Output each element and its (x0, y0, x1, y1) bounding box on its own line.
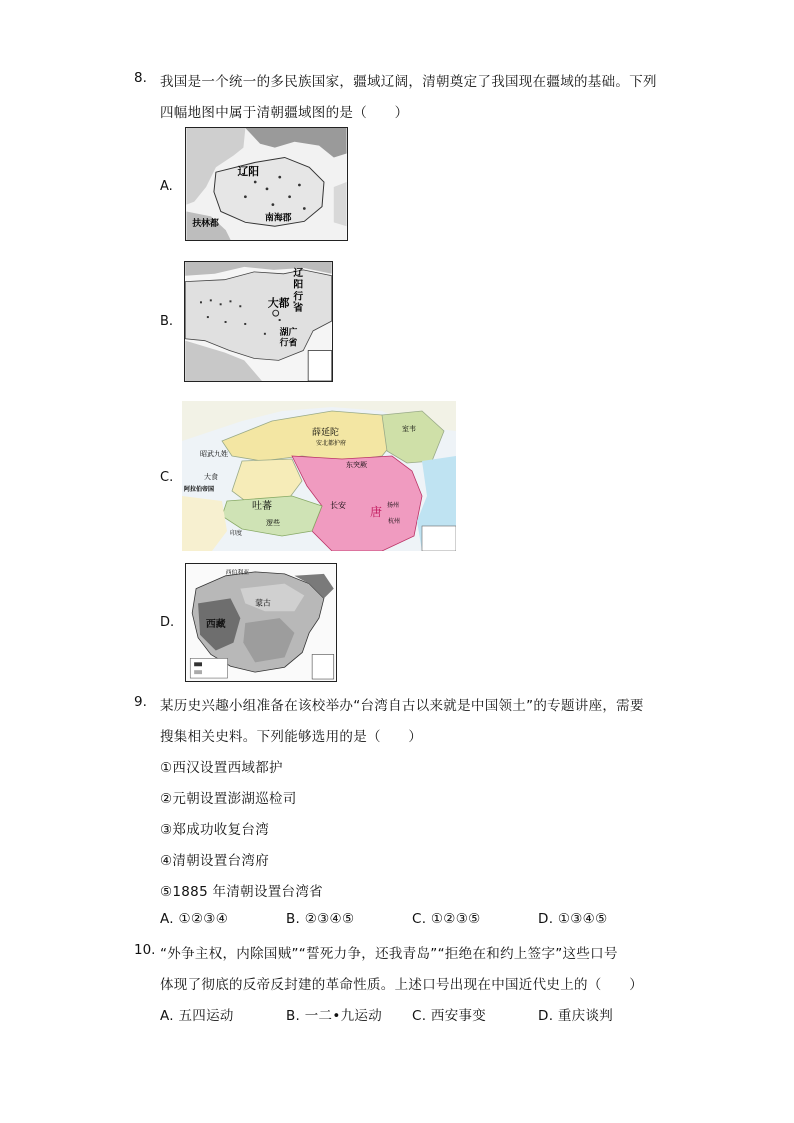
map-c-label-10: 室韦 (402, 425, 416, 433)
question-9-item-1: ①西汉设置西域都护 (160, 760, 283, 776)
map-c-label-6: 逻些 (266, 519, 280, 527)
map-a-han-dynasty[interactable] (185, 127, 348, 241)
map-c-svg (182, 401, 456, 551)
map-c-label-12: 印度 (230, 530, 243, 537)
map-a-label-2: 扶林都 (192, 219, 219, 230)
map-c-label-4: 大食 (204, 473, 218, 481)
map-c-label-3: 昭武九姓 (200, 450, 228, 458)
map-b-yuan-dynasty[interactable] (184, 261, 333, 382)
question-9-item-2: ②元朝设置澎湖巡检司 (160, 791, 297, 807)
map-b-label-3: 湖广行省 (279, 327, 298, 349)
question-10-stem-line2: 体现了彻底的反帝反封建的革命性质。上述口号出现在中国近代史上的（ ） (160, 977, 643, 993)
map-c-label-5: 吐蕃 (252, 501, 272, 512)
question-10-choice-a[interactable]: A. 五四运动 (160, 1008, 234, 1024)
map-c-label-9: 东突厥 (346, 461, 367, 469)
option-d-label[interactable]: D. (160, 615, 175, 630)
question-9-stem-line2: 搜集相关史料。下列能够选用的是（ ） (160, 729, 423, 745)
question-9-choice-c[interactable]: C. ①②③⑤ (412, 911, 481, 927)
map-a-label-3: 南海郡 (265, 213, 292, 224)
question-9-item-4: ④清朝设置台湾府 (160, 853, 270, 869)
map-d-label-2: 蒙古 (255, 598, 271, 608)
map-c-label-13: 扬州 (387, 502, 400, 509)
question-8-stem-line2: 四幅地图中属于清朝疆域图的是（ ） (160, 105, 409, 121)
question-8-stem-line1: 我国是一个统一的多民族国家，疆域辽阔，清朝奠定了我国现在疆域的基础。下列 (160, 74, 657, 90)
map-c-label-2: 安北都护府 (316, 440, 347, 447)
map-d-label-1: 西伯利亚 (225, 569, 250, 576)
option-a-label[interactable]: A. (160, 179, 173, 194)
map-a-svg (186, 128, 347, 240)
map-c-label-11: 阿拉伯帝国 (184, 486, 215, 493)
map-d-qing-dynasty[interactable] (185, 563, 337, 682)
question-10-choice-c[interactable]: C. 西安事变 (412, 1008, 487, 1024)
question-9-stem-line1: 某历史兴趣小组准备在该校举办“台湾自古以来就是中国领土”的专题讲座，需要 (160, 698, 644, 714)
map-c-label-1: 薛延陀 (312, 428, 340, 438)
question-10-choice-d[interactable]: D. 重庆谈判 (538, 1008, 614, 1024)
question-9-number: 9. (134, 694, 147, 710)
map-c-label-7: 长安 (330, 501, 346, 510)
question-9-item-3: ③郑成功收复台湾 (160, 822, 270, 838)
question-8-number: 8. (134, 70, 147, 86)
option-c-label[interactable]: C. (160, 470, 174, 485)
question-9-item-5: ⑤1885 年清朝设置台湾省 (160, 884, 323, 900)
question-9-choice-b[interactable]: B. ②③④⑤ (286, 911, 355, 927)
question-10-stem-line1: “外争主权，内除国贼”“誓死力争，还我青岛”“拒绝在和约上签字”这些口号 (160, 946, 618, 962)
map-b-label-2: 大都 (267, 296, 290, 310)
map-a-label-1: 辽阳 (237, 165, 260, 179)
question-10-choice-b[interactable]: B. 一二•九运动 (286, 1008, 383, 1024)
option-b-label[interactable]: B. (160, 314, 174, 329)
map-d-svg (186, 564, 336, 681)
question-10-number: 10. (134, 942, 156, 958)
map-c-label-14: 杭州 (388, 518, 401, 525)
map-b-label-1: 辽阳行省 (293, 267, 304, 315)
map-c-label-8: 唐 (370, 505, 383, 519)
map-b-svg (185, 262, 332, 381)
map-d-label-3: 西藏 (205, 618, 226, 630)
question-9-choice-d[interactable]: D. ①③④⑤ (538, 911, 608, 927)
question-9-choice-a[interactable]: A. ①②③④ (160, 911, 229, 927)
map-c-tang-dynasty[interactable] (182, 401, 456, 551)
